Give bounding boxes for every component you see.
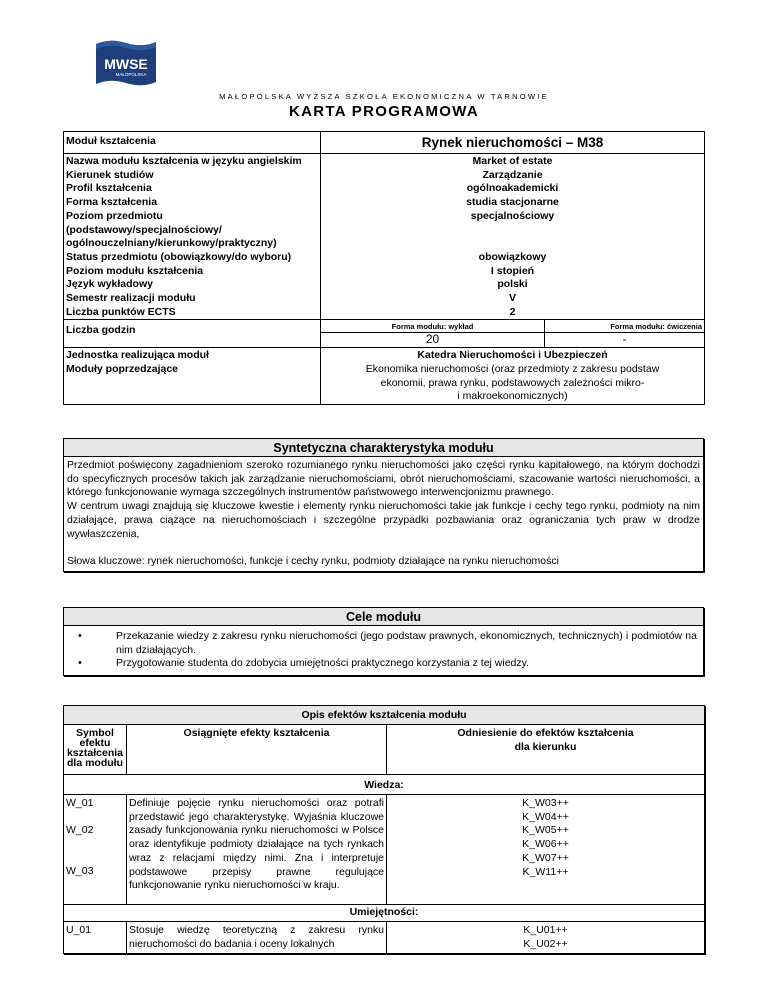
w-symbols	[64, 795, 127, 905]
unit-value: Katedra Nieruchomości i Ubezpieczeń	[417, 349, 608, 362]
skills-label: Umiejętności:	[64, 905, 705, 922]
spacer	[67, 541, 700, 555]
code-kw05: K_W05++	[522, 824, 569, 837]
prereq-value-line2: ekonomii, prawa rynku, podstawowych zależności mikro-	[380, 376, 645, 389]
w-codes	[387, 795, 705, 905]
unit-label: Jednostka realizująca moduł	[66, 349, 209, 362]
page-title: KARTA PROGRAMOWA	[289, 103, 479, 120]
goals-section	[63, 607, 704, 676]
col-reference-header	[387, 725, 705, 775]
label-module-level: Poziom modułu kształcenia	[66, 264, 204, 277]
label-form: Forma kształcenia	[66, 196, 158, 209]
label-subject-level-2: (podstawowy/specjalnościowy/	[66, 223, 222, 236]
goals-title: Cele modułu	[64, 608, 703, 626]
form-lecture-label: Forma modułu: wykład	[321, 320, 545, 333]
col-symbol-header	[64, 725, 127, 775]
label-ects: Liczba punktów ECTS	[66, 305, 176, 318]
symbol-w02: W_02	[66, 824, 94, 837]
value-profile: ogólnoakademicki	[466, 182, 559, 195]
col-symbol-line1: Symbol	[76, 727, 114, 739]
label-status: Status przedmiotu (obowiązkowy/do wyboru)	[66, 250, 292, 263]
code-kw06: K_W06++	[522, 838, 569, 851]
module-label: Moduł kształcenia	[64, 132, 321, 154]
col-symbol-line2: efektu	[79, 737, 111, 749]
school-name: MAŁOPOLSKA WYŻSZA SZKOŁA EKONOMICZNA W TARNOWIE	[219, 92, 549, 101]
module-field-labels	[64, 154, 321, 320]
w-effects-text: Definiuje pojęcie rynku nieruchomości oraz potrafi przedstawić jego charakterystykę. Wyjaśnia kluczowe zasady funkcjonowania rynku nieruchomości w Polsce oraz identyfikuje podmioty działające na tych rynkach wraz z relacjami między nimi. Zna i interpretuje podstawowe przepisy prawne regulujące funkcjonowanie rynku nieruchomości w kraju.	[127, 795, 387, 905]
u-codes	[387, 922, 705, 954]
label-language: Język wykładowy	[66, 278, 153, 291]
col-ref-line2: dla kierunku	[514, 740, 577, 753]
value-english-name: Market of estate	[472, 155, 553, 167]
value-module-level: I stopień	[490, 264, 535, 277]
spacer	[66, 811, 124, 825]
effects-table	[63, 705, 705, 954]
code-ku02: K_U02++	[523, 937, 568, 950]
logo-letters: MWSE	[104, 56, 148, 72]
code-ku01: K_U01++	[523, 924, 568, 936]
knowledge-label: Wiedza:	[64, 775, 705, 795]
prereq-value-line3: i makroekonomicznych)	[457, 390, 568, 403]
value-status: obowiązkowy	[478, 250, 547, 263]
col-symbol-line4: dla modułu	[67, 757, 123, 769]
school-logo	[94, 38, 158, 90]
synthetic-paragraph-2: W centrum uwagi znajdują się kluczowe kwestie i elementy rynku nieruchomości takie jak funkcje i cechy tego rynku, podmioty na nim działające, prawa ciążące na nieruchomościach i szczególne przypadki pozbawiania oraz ograniczania tych praw w drodze wywłaszczenia,	[67, 500, 700, 540]
value-spacer	[323, 224, 702, 238]
synthetic-title: Syntetyczna charakterystyka modułu	[64, 439, 703, 457]
value-semester: V	[509, 292, 517, 304]
goal-item: • Przekazanie wiedzy z zakresu rynku nieruchomości (jego podstaw prawnych, ekonomicznych, technicznych) i podmiotów na nim działających.	[116, 630, 697, 657]
value-field-of-study: Zarządzanie	[482, 168, 543, 181]
col-effects-header: Osiągnięte efekty kształcenia	[127, 725, 387, 775]
prereq-label: Moduły poprzedzające	[66, 362, 179, 375]
value-form: studia stacjonarne	[466, 196, 559, 209]
col-symbol-line3: kształcenia	[66, 747, 124, 759]
value-spacer	[323, 237, 702, 251]
lecture-hours: 20	[321, 333, 545, 348]
symbol-w03: W_03	[66, 865, 94, 878]
logo-subtext: MAŁOPOLSKA	[115, 72, 147, 77]
label-profile: Profil kształcenia	[66, 182, 152, 195]
code-kw07: K_W07++	[522, 851, 569, 864]
exercise-hours: -	[545, 333, 705, 348]
hours-label: Liczba godzin	[64, 320, 321, 348]
module-field-values	[321, 154, 705, 320]
spacer	[66, 838, 124, 865]
synthetic-paragraph-1: Przedmiot poświęcony zagadnieniom szeroko rozumianego rynku nieruchomości jako części rynku kapitałowego, na którym dochodzi do specyficznych procesów takich jak zarządzanie nieruchomościami, obrót nieruchomościami, szacowanie wartości nieruchomości, a którego funkcjonowanie wymaga szczególnych instrumentów państwowego interwencjonizmu prawnego.	[67, 459, 700, 499]
col-ref-line1: Odniesienie do efektów kształcenia	[457, 727, 634, 739]
value-ects: 2	[509, 305, 516, 318]
u-effects-text: Stosuje wiedzę teoretyczną z zakresu rynku nieruchomości do badania i oceny lokalnych	[127, 922, 387, 954]
symbol-w01: W_01	[66, 797, 94, 809]
code-kw11: K_W11++	[522, 865, 569, 878]
u-symbol: U_01	[64, 922, 127, 954]
label-field-of-study: Kierunek studiów	[66, 168, 154, 181]
unit-and-prereq-values	[321, 348, 705, 405]
form-exercise-label: Forma modułu: ćwiczenia	[545, 320, 705, 333]
goal-item: • Przygotowanie studenta do zdobycia umiejętności praktycznego korzystania z tej wiedzy.	[116, 657, 697, 671]
value-language: polski	[497, 278, 528, 291]
label-english-name: Nazwa modułu kształcenia w języku angielskim	[66, 155, 302, 167]
prereq-value-line1: Ekonomika nieruchomości (oraz przedmioty z zakresu podstaw	[365, 362, 660, 375]
code-kw04: K_W04++	[522, 810, 569, 823]
label-subject-level: Poziom przedmiotu	[66, 209, 163, 222]
module-info-table	[63, 131, 705, 405]
label-semester: Semestr realizacji modułu	[66, 292, 196, 305]
code-kw03: K_W03++	[522, 797, 569, 809]
unit-and-prereq-labels	[64, 348, 321, 405]
label-subject-level-3: ogólnouczelniany/kierunkowy/praktyczny)	[66, 237, 277, 250]
module-name: Rynek nieruchomości – M38	[321, 132, 705, 154]
synthetic-keywords: Słowa kluczowe: rynek nieruchomości, funkcje i cechy rynku, podmioty działające na rynku nieruchomości	[67, 554, 559, 567]
synthetic-body	[64, 457, 703, 571]
synthetic-section	[63, 438, 704, 572]
goals-list	[64, 626, 703, 675]
value-subject-level: specjalnościowy	[470, 209, 555, 222]
effects-title: Opis efektów kształcenia modułu	[64, 706, 705, 725]
